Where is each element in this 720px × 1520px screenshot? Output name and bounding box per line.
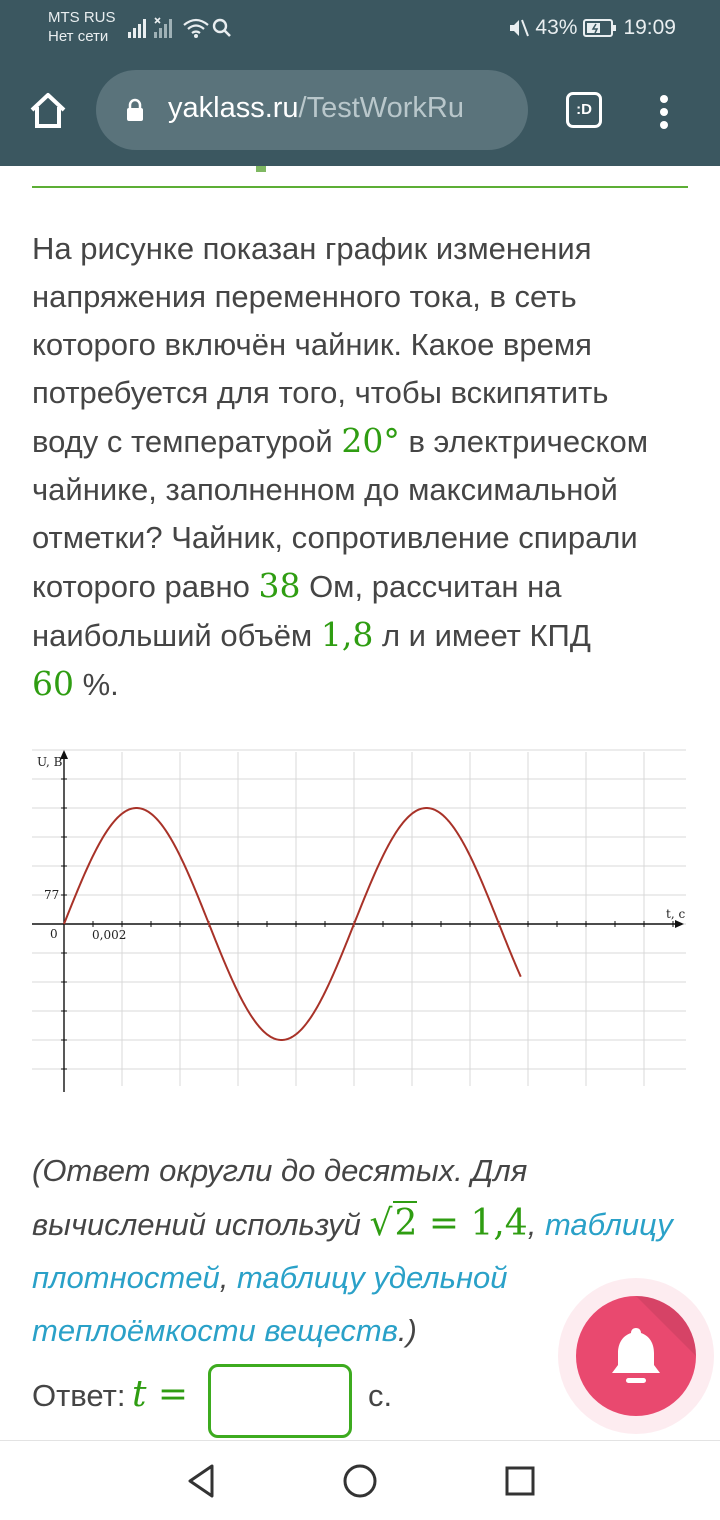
origin-label: 0 [50,927,58,941]
carrier-info [48,8,116,46]
hint-open: (Ответ округли до десятых. Для вычислений используй [32,1153,528,1242]
network-status: Нет сети [48,28,109,45]
heat-capacity-table-link[interactable]: таблицу удельной теплоёмкости веществ [32,1260,508,1348]
sqrt-value: = 1,4 [417,1203,528,1244]
home-circle-icon[interactable] [342,1463,378,1499]
x-tick-label: 0,002 [92,928,127,942]
question-part-4: л и имеет КПД [373,618,591,653]
section-divider [32,186,688,188]
sqrt-formula: √2 = 1,4 [369,1203,528,1244]
recents-icon[interactable] [504,1465,536,1497]
answer-label: Ответ: [32,1378,126,1413]
home-icon[interactable] [28,90,68,130]
x-axis-arrow [675,920,684,928]
temperature-value: 20° [341,421,400,460]
battery-percent: 43% [535,16,578,39]
answer-variable: t = [132,1374,189,1415]
efficiency-value: 60 [32,664,74,703]
hint-comma: , [527,1207,545,1242]
hint-comma-2: , [219,1260,237,1295]
mute-icon [507,17,529,39]
carrier-name: MTS RUS [48,9,116,26]
voltage-graph [30,748,690,1098]
question-part-5: %. [74,667,119,702]
question-part-1: На рисунке показан график изменения напряжения переменного тока, в сеть которого включён чайник. Какое время потребуется для того, чтобы вскипятить воду с температурой [32,231,609,459]
hint-close: .) [397,1313,417,1348]
battery-icon [583,18,617,38]
address-bar[interactable] [96,70,528,150]
sqrt-argument: 2 [394,1203,418,1244]
more-vert-icon[interactable] [654,94,674,130]
chart-grid [32,750,686,1086]
url-domain: yaklass.ru [168,92,299,124]
lock-icon [126,98,144,122]
question-part-3: Ом, рассчитан на наибольший объём [32,569,562,653]
y-axis-label: U, B [37,755,63,769]
clipped-text-fragment [256,166,266,172]
question-part-2: в электрическом чайнике, заполненном до максимальной отметки? Чайник, сопротивление спирали которого равно [32,424,649,604]
system-nav-bar [0,1440,720,1520]
tab-switcher-icon[interactable] [566,92,602,128]
browser-toolbar [0,58,720,166]
density-table-link[interactable]: таблицу плотностей [32,1207,673,1295]
answer-input[interactable] [208,1364,352,1438]
volume-value: 1,8 [320,615,374,654]
resistance-value: 38 [258,566,301,605]
signal-icons [126,16,236,40]
bell-icon [608,1324,664,1388]
x-axis-label: t, c [666,907,686,921]
y-tick-label: 77 [44,888,60,902]
clock: 19:09 [623,16,676,39]
back-icon[interactable] [186,1463,216,1499]
status-right [507,16,676,40]
status-bar [0,0,720,58]
tab-switcher-label: :D [576,101,592,118]
url-path: /TestWorkRu [298,92,464,124]
notification-bell-button[interactable] [576,1296,696,1416]
answer-unit: с. [368,1378,393,1413]
url-text [168,92,464,125]
question-text [32,225,682,709]
